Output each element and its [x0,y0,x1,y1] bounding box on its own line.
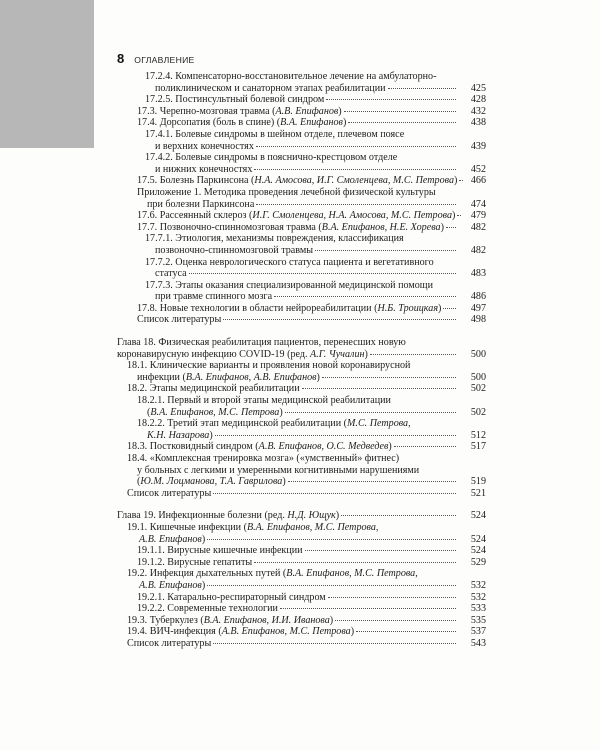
dot-leader [288,481,456,482]
toc-entry-line [127,383,458,395]
toc-entry[interactable] [117,441,486,453]
toc-entry[interactable] [117,615,486,627]
toc-entry-line [145,280,458,292]
dot-leader [394,446,456,447]
toc-page-number: 524 [470,545,486,557]
toc-entry-text: 17.7.2. Оценка неврологического статуса пациента и вегетативного [145,256,434,268]
toc-page-number: 529 [470,556,486,568]
toc-entry-line [145,152,458,164]
toc-entry-text: 17.3. Черепно-мозговая травма (А.В. Епифанов) [137,105,342,117]
toc-entry-line [145,257,458,269]
toc-entry[interactable] [117,488,486,500]
toc-entry[interactable] [117,257,486,280]
toc-page-number: 543 [470,637,486,649]
toc-entry-text: К.Н. Назарова) [147,429,213,441]
toc-page-number: 500 [470,371,486,383]
toc-entry[interactable] [117,71,486,94]
toc-entry-text: Список литературы [137,314,222,326]
toc-entry[interactable] [117,175,486,187]
toc-entry-text: позвоночно-спинномозговой травмы [155,244,314,256]
toc-entry[interactable] [117,626,486,638]
toc-entry-line [127,476,458,488]
toc-entry-text: 17.2.5. Постинсультный болевой синдром [145,94,325,106]
toc-entry-line [127,615,458,627]
dot-leader [341,515,456,516]
dot-leader [280,608,456,609]
section-gap [117,326,486,337]
toc-entry-text: 18.1. Клинические варианты и проявления новой коронавирусной [127,360,411,372]
toc-entry-line [137,199,458,211]
toc-entry-text: 19.1. Кишечные инфекции (В.А. Епифанов, М.С. Петрова, [127,521,379,533]
toc-page-number: 432 [470,105,486,117]
toc-entry-line [137,210,458,222]
toc-page-number: 482 [470,244,486,256]
toc-page-number: 512 [470,429,486,441]
toc-entry-line [137,557,458,569]
dot-leader [302,388,456,389]
toc-entry-text: 18.2.2. Третий этап медицинской реабилитации (М.С. Петрова, [137,418,411,430]
toc-page-number: 502 [470,406,486,418]
toc-entry[interactable] [117,603,486,615]
toc-page-number: 438 [470,117,486,129]
toc-entry[interactable] [117,233,486,256]
toc-entry-text: 17.2.4. Компенсаторно-восстановительное лечение на амбулаторно- [145,71,437,82]
toc-entry-text: (Ю.М. Лоцманова, Т.А. Гаврилова) [137,476,286,488]
toc-entry[interactable] [117,187,486,210]
dot-leader [443,308,456,309]
dot-leader [254,562,456,563]
toc-entry-line [145,291,458,303]
toc-entry[interactable] [117,395,486,418]
toc-entry-text: Глава 19. Инфекционные болезни (ред. Н.Д. Ющук) [117,510,340,522]
dot-leader [207,585,456,586]
toc-entry-line [137,407,458,419]
dot-leader [274,296,456,297]
toc-entry-line [137,603,458,615]
toc-page-number: 425 [470,82,486,94]
toc-entry-text: Глава 18. Физическая реабилитация пациентов, перенесших новую [117,337,406,349]
toc-entry-line [145,71,458,83]
toc-entry[interactable] [117,568,486,591]
toc-page-number: 521 [470,487,486,499]
toc-page-number: 533 [470,603,486,615]
dot-leader [215,435,456,436]
dot-leader [344,111,456,112]
toc-entry-text: статуса [155,268,187,280]
toc-entry[interactable] [117,510,486,522]
toc-entry-text: при травме спинного мозга [155,291,273,303]
toc-entry-line [127,522,458,534]
toc-entry-line [145,94,458,106]
toc-entry[interactable] [117,129,486,152]
toc-entry-line [137,106,458,118]
toc-entry-line [127,626,458,638]
toc-page-number: 532 [470,579,486,591]
toc-page-number: 486 [470,291,486,303]
toc-entry[interactable] [117,106,486,118]
dot-leader [305,550,456,551]
dot-leader [189,273,456,274]
toc-page-number: 532 [470,591,486,603]
toc-entry-line [145,233,458,245]
toc-page-number: 483 [470,268,486,280]
toc-entry-line [145,129,458,141]
toc-entry-line [137,117,458,129]
toc-entry[interactable] [117,545,486,557]
toc-entry-line [137,395,458,407]
toc-page-number: 466 [470,175,486,187]
toc-entry-text: Приложение 1. Методика проведения лечебной физической культуры [137,186,436,198]
toc-entry-text: 17.4. Дорсопатия (боль в спине) (В.А. Епифанов) [137,117,347,129]
toc-entry[interactable] [117,337,486,360]
toc-entry-text: и верхних конечностях [155,140,254,152]
toc-entry-line [127,372,458,384]
toc-entry[interactable] [117,383,486,395]
toc-page-number: 519 [470,476,486,488]
dot-leader [356,631,456,632]
toc-page-number: 517 [470,441,486,453]
toc-entry[interactable] [117,314,486,326]
toc-entry[interactable] [117,210,486,222]
running-head-title: ОГЛАВЛЕНИЕ [134,55,195,65]
toc-entry-text: 18.3. Постковидный синдром (А.В. Епифанов, О.С. Медведев) [127,441,392,453]
toc-entry-text: при болезни Паркинсона [147,198,255,210]
toc-entry-text: Список литературы [127,637,212,649]
table-of-contents [117,71,486,650]
toc-entry-text: 19.1.2. Вирусные гепатиты [137,556,253,568]
toc-entry-text: А.В. Епифанов) [139,533,206,545]
toc-page-number: 535 [470,614,486,626]
toc-entry-text: 19.2.1. Катарально-респираторный синдром [137,591,326,603]
dot-leader [370,354,456,355]
toc-entry-text: (В.А. Епифанов, М.С. Петрова) [147,406,283,418]
toc-entry-line [117,337,458,349]
toc-entry-text: 19.2.2. Современные технологии [137,603,278,615]
toc-entry-line [137,303,458,315]
toc-entry-line [137,314,458,326]
toc-entry-line [127,638,458,650]
toc-entry-line [137,418,458,430]
toc-entry-text: 17.8. Новые технологии в области нейрореабилитации (Н.Б. Троицкая) [137,302,442,314]
toc-entry-line [117,510,458,522]
toc-entry-line [117,349,458,361]
toc-entry[interactable] [117,303,486,315]
toc-page-number: 524 [470,510,486,522]
dot-leader [348,122,456,123]
toc-page-number: 428 [470,94,486,106]
dot-leader [388,88,456,89]
running-head [117,51,195,66]
dot-leader [254,169,456,170]
toc-entry-text: 17.4.2. Болевые синдромы в пояснично-крестцовом отделе [145,152,398,164]
toc-entry-text: у больных с легкими и умеренными когнитивными нарушениями [137,464,420,476]
toc-entry-text: 17.5. Болезнь Паркинсона (Н.А. Амосова, И.Г. Смоленцева, М.С. Петрова) [137,175,458,187]
dot-leader [326,99,456,100]
toc-entry[interactable] [117,152,486,175]
section-gap [117,499,486,510]
toc-entry-line [145,268,458,280]
toc-entry-line [127,580,458,592]
dot-leader [446,227,456,228]
dot-leader [207,539,456,540]
toc-entry[interactable] [117,522,486,545]
toc-entry-line [127,360,458,372]
dot-leader [256,204,456,205]
toc-entry-line [137,430,458,442]
toc-entry-line [145,141,458,153]
toc-entry-text: коронавирусную инфекцию COVID-19 (ред. А.Г. Чучалин) [117,348,368,360]
toc-entry-line [127,441,458,453]
toc-entry-text: инфекции (В.А. Епифанов, А.В. Епифанов) [137,371,320,383]
toc-page-number: 474 [470,198,486,210]
toc-page-number: 524 [470,533,486,545]
toc-entry-line [137,187,458,199]
toc-entry-line [127,534,458,546]
toc-entry-line [137,592,458,604]
dot-leader [322,377,456,378]
toc-entry-text: 18.4. «Комплексная тренировка мозга» («умственный» фитнес) [127,453,400,464]
toc-page-number: 452 [470,163,486,175]
toc-entry-text: 17.7.1. Этиология, механизмы повреждения, классификация [145,233,404,245]
toc-page-number: 497 [470,302,486,314]
toc-page-number: 482 [470,221,486,233]
toc-entry[interactable] [117,418,486,441]
toc-entry-line [127,465,458,477]
toc-entry-text: 19.4. ВИЧ-инфекция (А.В. Епифанов, М.С. Петрова) [127,626,355,638]
toc-entry-line [145,164,458,176]
toc-entry-line [145,83,458,95]
toc-entry[interactable] [117,453,486,488]
toc-entry-text: 19.3. Туберкулез (В.А. Епифанов, И.И. Иванова) [127,614,334,626]
toc-entry-text: 19.1.1. Вирусные кишечные инфекции [137,545,303,557]
toc-entry[interactable] [117,360,486,383]
toc-entry-text: Список литературы [127,487,212,499]
toc-entry[interactable] [117,280,486,303]
dot-leader [335,620,456,621]
dot-leader [285,412,456,413]
toc-entry[interactable] [117,94,486,106]
toc-entry-line [137,545,458,557]
toc-entry-text: и нижних конечностях [155,163,253,175]
toc-entry-line [127,488,458,500]
dot-leader [256,146,456,147]
toc-entry-text: 17.7.3. Этапы оказания специализированной медицинской помощи [145,279,433,291]
toc-page-number: 498 [470,314,486,326]
toc-entry-text: 18.2.1. Первый и второй этапы медицинской реабилитации [137,395,391,407]
toc-page-number: 479 [470,210,486,222]
toc-entry-text: 18.2. Этапы медицинской реабилитации [127,383,300,395]
toc-page-number: 500 [470,348,486,360]
toc-page-number: 439 [470,140,486,152]
toc-entry[interactable] [117,638,486,650]
toc-entry-line [137,175,458,187]
toc-entry[interactable] [117,222,486,234]
toc-entry[interactable] [117,117,486,129]
dot-leader [223,319,456,320]
dot-leader [213,493,456,494]
toc-page-number: 502 [470,383,486,395]
dot-leader [315,250,456,251]
toc-entry[interactable] [117,557,486,569]
toc-entry-line [127,453,458,465]
dot-leader [213,643,456,644]
toc-entry-line [145,245,458,257]
dot-leader [328,597,456,598]
toc-entry-line [137,222,458,234]
toc-entry-text: А.В. Епифанов) [139,579,206,591]
toc-entry-text: 17.6. Рассеянный склероз (И.Г. Смоленцева, Н.А. Амосова, М.С. Петрова) [137,210,456,222]
toc-entry-text: поликлиническом и санаторном этапах реабилитации [155,82,386,94]
toc-entry[interactable] [117,592,486,604]
side-tab-decoration [0,0,94,148]
toc-entry-text: 19.2. Инфекция дыхательных путей (В.А. Епифанов, М.С. Петрова, [127,568,418,580]
page-number: 8 [117,51,125,66]
toc-entry-line [127,568,458,580]
toc-entry-text: 17.7. Позвоночно-спинномозговая травма (В.А. Епифанов, Н.Е. Хорева) [137,221,444,233]
toc-page-number: 537 [470,626,486,638]
toc-entry-text: 17.4.1. Болевые синдромы в шейном отделе, плечевом поясе [145,128,405,140]
